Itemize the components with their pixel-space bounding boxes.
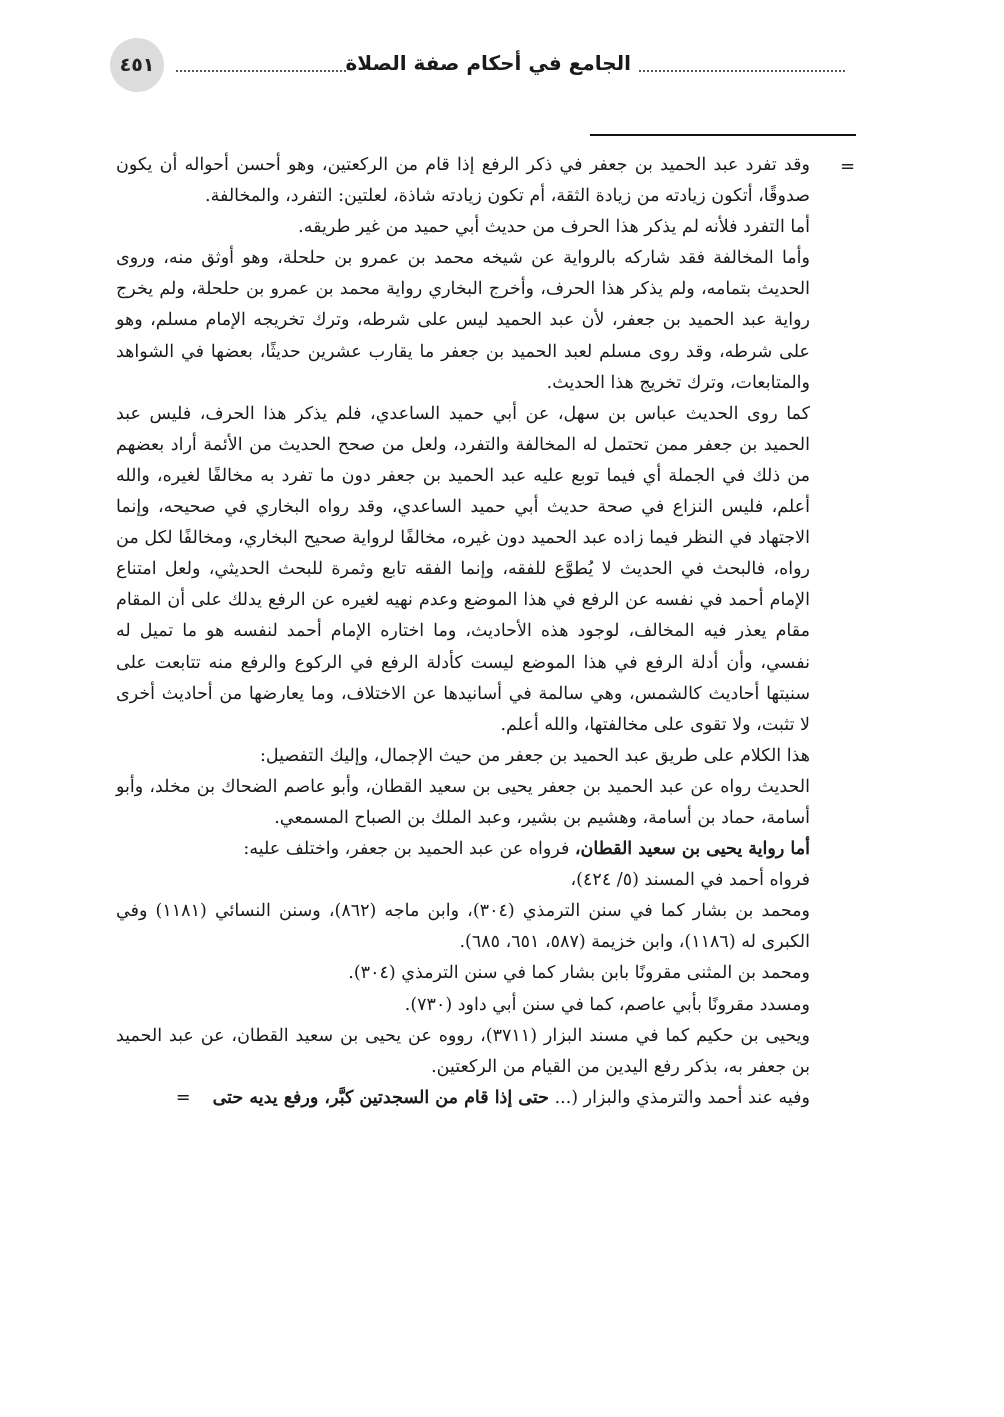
paragraph: فرواه أحمد في المسند (٥/ ٤٢٤)،: [570, 870, 810, 891]
paragraph: الحديث رواه عن عبد الحميد بن جعفر يحيى بن سعيد القطان، وأبو عاصم الضحاك بن مخلد، وأبو أسامة، حماد بن أسامة، وهشيم بن بشير، وعبد الملك بن الصباح المسمعي.: [116, 776, 810, 828]
paragraph: ويحيى بن حكيم كما في مسند البزار (٣٧١١)، رووه عن يحيى بن سعيد القطان، عن عبد الحميد بن جعفر به، بذكر رفع اليدين من القيام من الركعتين.: [116, 1025, 811, 1077]
paragraph: أما رواية يحيى بن سعيد القطان، فرواه عن عبد الحميد بن جعفر، واختلف عليه:: [243, 839, 810, 860]
paragraph: ومحمد بن بشار كما في سنن الترمذي (٣٠٤)، وابن ماجه (٨٦٢)، وسنن النسائي (١١٨١) وفي الكبرى له (١١٨٦)، وابن خزيمة (٥٨٧، ٦٥١، ٦٨٥).: [116, 901, 810, 953]
header-dotted-leader-left: [176, 54, 346, 72]
paragraph: ومسدد مقرونًا بأبي عاصم، كما في سنن أبي داود (٧٣٠).: [404, 994, 810, 1015]
paragraph: أما التفرد فلأنه لم يذكر هذا الحرف من حديث أبي حميد من غير طريقه.: [298, 217, 810, 238]
paragraph: هذا الكلام على طريق عبد الحميد بن جعفر من حيث الإجمال، وإليك التفصيل:: [259, 745, 810, 766]
page-header: [110, 38, 845, 102]
header-dotted-leader-right: [639, 54, 845, 72]
paragraph: ومحمد بن المثنى مقرونًا بابن بشار كما في سنن الترمذي (٣٠٤).: [348, 963, 810, 984]
footnote-separator-rule: [590, 134, 856, 136]
running-title: الجامع في أحكام صفة الصلاة: [345, 51, 631, 75]
footnote-body: [116, 150, 810, 1114]
continuation-mark-end: =: [175, 1087, 191, 1108]
bold-quote: حتى إذا قام من السجدتين كبَّر، ورفع يديه حتى: [212, 1087, 549, 1108]
paragraph: كما روى الحديث عباس بن سهل، عن أبي حميد الساعدي، فلم يذكر هذا الحرف، فليس عبد الحميد بن جعفر ممن تحتمل له المخالفة والتفرد، ولعل من صحح الحديث من الأئمة أراد بعضهم من ذلك في الجملة أي فيما توبع عليه عبد الحميد بن جعفر دون ما تفرد به مخالفًا لغيره، والله أعلم، فليس النزاع في صحة حديث أبي حميد الساعدي، وقد رواه البخاري في صحيحه، وإنما الاجتهاد في النظر فيما زاده عبد الحميد دون غيره، مخالفًا لرواية صحيح البخاري، ومخالفًا لكل من رواه، فالبحث في الحديث لا يُطوَّع للفقه، وإنما الفقه تابع وثمرة للبحث الحديثي، ولعل امتناع الإمام أحمد في نفسه عن الرفع في هذا الموضع وعدم نهيه لغيره عن الرفع يدلك على أن المقام مقام يعذر فيه المخالف، لوجود هذه الأحاديث، وما اختاره الإمام أحمد لنفسه هو ما تميل له نفسي، وأن أدلة الرفع في هذا الموضع ليست كأدلة الرفع في الركوع والرفع منه تتابعت على سنيتها أحاديث كالشمس، وهي سالمة في أسانيدها عن الاختلاف، وما يعارضها من أحاديث أخرى لا تثبت، ولا تقوى على مخالفتها، والله أعلم.: [116, 403, 810, 735]
page-number-badge: ٤٥١: [110, 38, 164, 92]
paragraph: وفيه عند أحمد والترمذي والبزار (... حتى إذا قام من السجدتين كبَّر، ورفع يديه حتى=: [116, 1083, 810, 1114]
paragraph: وأما المخالفة فقد شاركه بالرواية عن شيخه محمد بن عمرو بن حلحلة، وهو أوثق منه، وروى الحديث بتمامه، ولم يذكر هذا الحرف، وأخرج البخاري رواية محمد بن عمرو بن حلحلة، ولم يخرج رواية عبد الحميد بن جعفر، لأن عبد الحميد ليس على شرطه، وترك تخريجه الإمام مسلم، وهو على شرطه، وقد روى مسلم لعبد الحميد بن جعفر ما يقارب عشرين حديثًا، بعضها في الشواهد والمتابعات، وترك تخريج هذا الحديث.: [116, 248, 810, 393]
paragraph: وقد تفرد عبد الحميد بن جعفر في ذكر الرفع إذا قام من الركعتين، وهو أحسن أحواله أن يكون صدوقًا، أتكون زيادته من زيادة الثقة، أم تكون زيادته شاذة، لعلتين: التفرد، والمخالفة.: [116, 155, 810, 207]
bold-lead: أما رواية يحيى بن سعيد القطان،: [574, 839, 810, 860]
continuation-mark-start: =: [840, 156, 856, 177]
